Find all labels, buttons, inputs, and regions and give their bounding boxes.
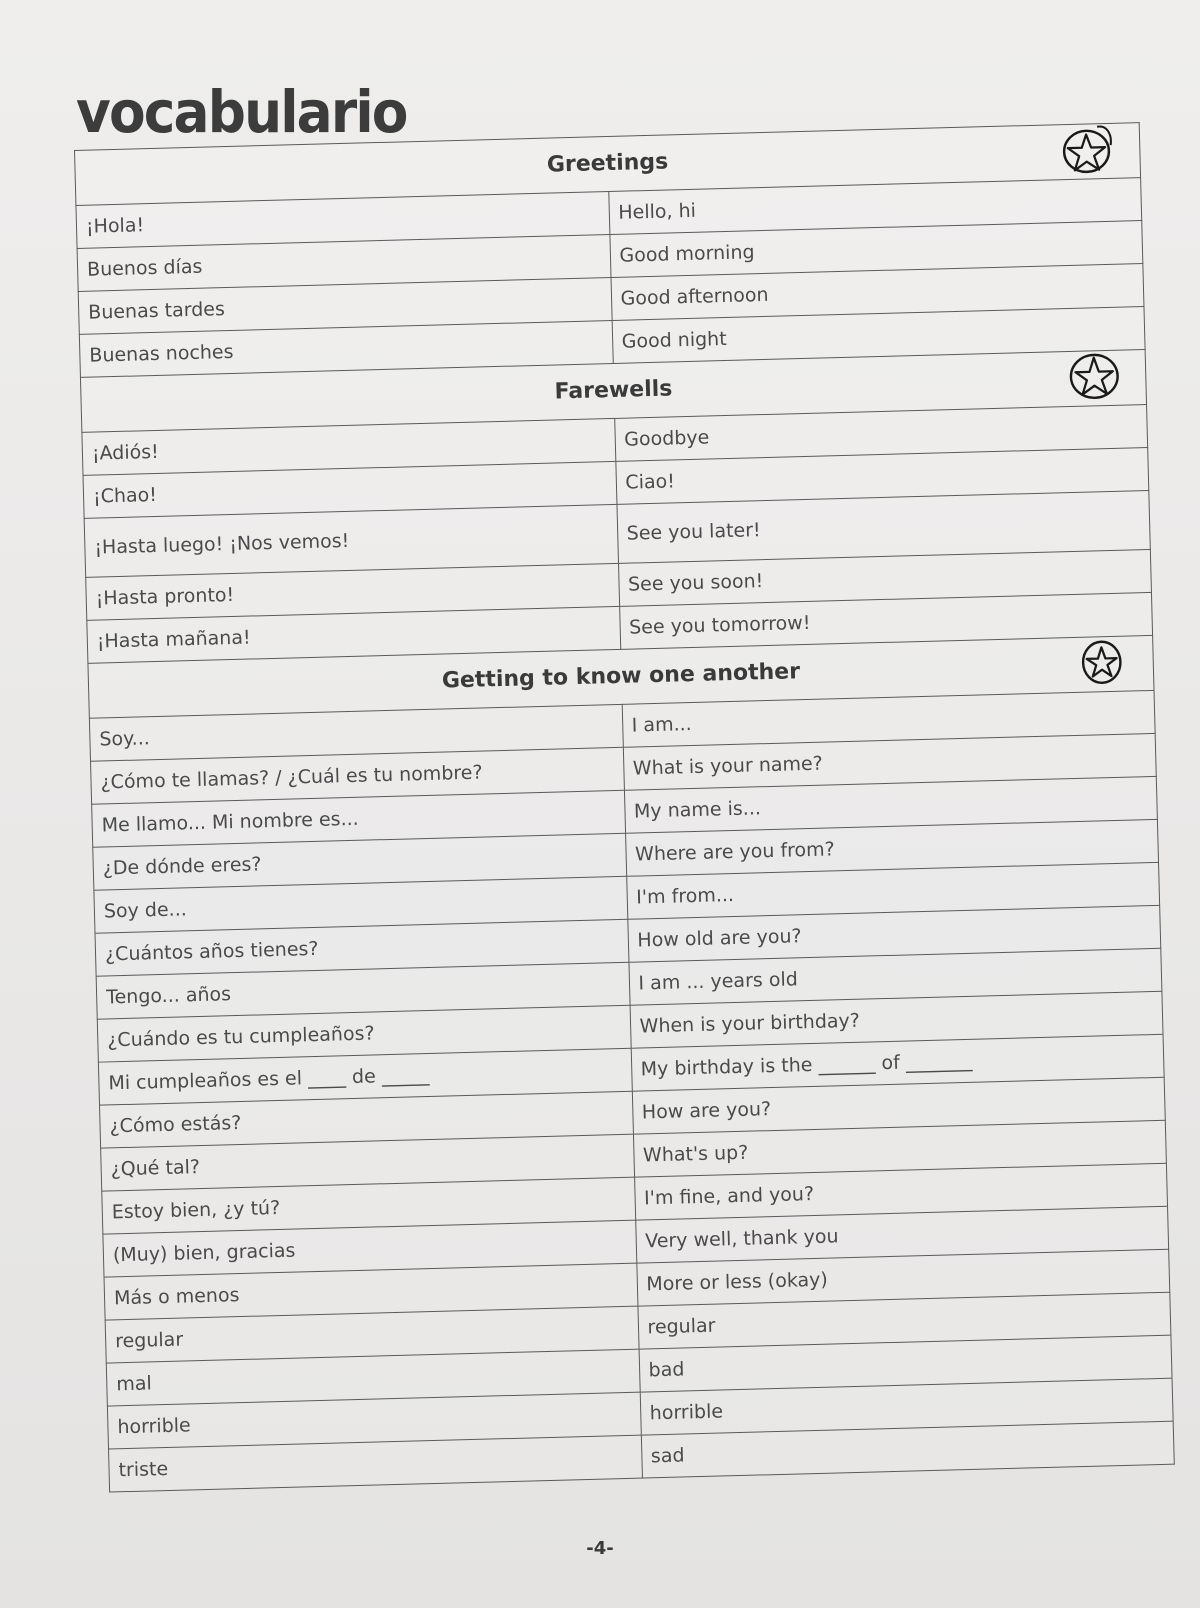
spanish-phrase: Buenas tardes [78, 277, 611, 334]
english-phrase: I'm fine, and you? [634, 1163, 1167, 1220]
hand-drawn-star-icon [1060, 123, 1117, 179]
spanish-phrase: regular [105, 1306, 638, 1363]
spanish-phrase: Buenos días [77, 235, 610, 292]
spanish-phrase: Estoy bien, ¿y tú? [102, 1177, 635, 1234]
english-phrase: How old are you? [627, 905, 1160, 962]
english-phrase: Hello, hi [608, 178, 1141, 235]
english-phrase: Goodbye [614, 405, 1147, 462]
spanish-phrase: ¿Cuándo es tu cumpleaños? [97, 1005, 630, 1062]
spanish-phrase: Soy de... [94, 876, 627, 933]
english-phrase: I am ... years old [628, 948, 1161, 1005]
english-phrase: Where are you from? [625, 819, 1158, 876]
english-phrase: regular [637, 1292, 1170, 1349]
english-phrase: Very well, thank you [635, 1206, 1168, 1263]
english-phrase: See you later! [616, 490, 1150, 563]
hand-drawn-star-icon [1073, 635, 1130, 691]
spanish-phrase: horrible [107, 1392, 640, 1449]
spanish-phrase: Buenas noches [79, 320, 612, 377]
spanish-phrase: ¿Cuántos años tienes? [95, 919, 628, 976]
english-phrase: What's up? [633, 1120, 1166, 1177]
english-phrase: Good afternoon [611, 264, 1144, 321]
spanish-phrase: ¡Hola! [76, 192, 609, 249]
section-title-greetings: Greetings [546, 149, 669, 178]
spanish-phrase: Me llamo... Mi nombre es... [92, 790, 625, 847]
english-phrase: bad [639, 1335, 1172, 1392]
vocabulary-sheet [74, 122, 1175, 1492]
spanish-phrase: (Muy) bien, gracias [103, 1220, 636, 1277]
spanish-phrase: ¡Adiós! [82, 418, 615, 475]
spanish-phrase: ¿Cómo estás? [100, 1091, 633, 1148]
spanish-phrase: Más o menos [104, 1263, 637, 1320]
english-phrase: How are you? [632, 1077, 1165, 1134]
page-title: vocabulario [76, 78, 407, 146]
english-phrase: My birthday is the ______ of _______ [631, 1034, 1164, 1091]
english-phrase: What is your name? [623, 733, 1156, 790]
english-phrase: See you soon! [618, 549, 1151, 606]
spanish-phrase: Soy... [89, 704, 622, 761]
english-phrase: See you tomorrow! [619, 592, 1152, 649]
page-number: -4- [586, 1538, 614, 1559]
spanish-phrase: triste [109, 1435, 642, 1492]
english-phrase: I am... [622, 690, 1155, 747]
spanish-phrase: ¡Hasta pronto! [86, 563, 619, 620]
english-phrase: Good morning [609, 221, 1142, 278]
spanish-phrase: ¡Hasta mañana! [87, 606, 620, 663]
english-phrase: When is your birthday? [630, 991, 1163, 1048]
spanish-phrase: Mi cumpleaños es el ____ de _____ [98, 1048, 631, 1105]
english-phrase: Good night [612, 307, 1145, 364]
section-title-getting-to-know: Getting to know one another [441, 659, 801, 694]
spanish-phrase: ¿Qué tal? [101, 1134, 634, 1191]
english-phrase: I'm from... [626, 862, 1159, 919]
english-phrase: sad [641, 1421, 1174, 1478]
spanish-phrase: mal [106, 1349, 639, 1406]
spanish-phrase: ¡Hasta luego! ¡Nos vemos! [84, 504, 618, 577]
english-phrase: More or less (okay) [636, 1249, 1169, 1306]
hand-drawn-star-icon [1066, 350, 1123, 406]
english-phrase: horrible [640, 1378, 1173, 1435]
section-title-farewells: Farewells [554, 376, 673, 405]
vocabulary-table [74, 122, 1175, 1492]
spanish-phrase: ¿De dónde eres? [93, 833, 626, 890]
spanish-phrase: ¡Chao! [83, 461, 616, 518]
english-phrase: My name is... [624, 776, 1157, 833]
english-phrase: Ciao! [615, 447, 1148, 504]
spanish-phrase: Tengo... años [96, 962, 629, 1019]
spanish-phrase: ¿Cómo te llamas? / ¿Cuál es tu nombre? [91, 747, 624, 804]
